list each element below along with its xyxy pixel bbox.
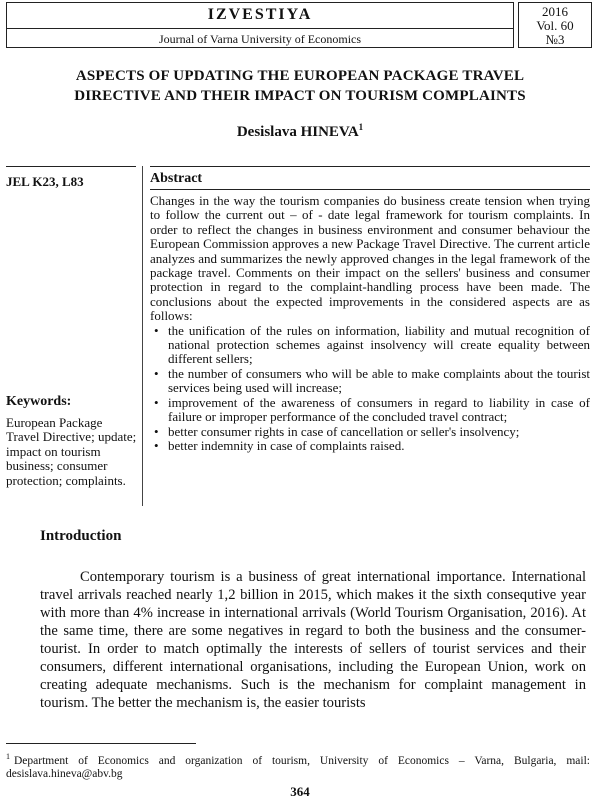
journal-header bbox=[6, 2, 592, 50]
abstract-bullet-text: the unification of the rules on information, liability and mutual recognition of national protection schemes against insolvency will create equality between different sellers; bbox=[168, 322, 590, 367]
footnote-rule bbox=[6, 743, 196, 744]
bullet-icon: • bbox=[154, 437, 159, 453]
bullet-icon: • bbox=[154, 423, 159, 439]
keywords-heading: Keywords: bbox=[6, 394, 72, 409]
abstract-bullet-text: better consumer rights in case of cancellation or seller's insolvency; bbox=[168, 423, 520, 439]
abstract-heading-rule bbox=[150, 189, 590, 190]
introduction-heading: Introduction bbox=[40, 528, 122, 544]
header-divider bbox=[7, 28, 513, 29]
issue-info-box bbox=[518, 2, 592, 48]
author-name bbox=[0, 122, 600, 141]
journal-title-box bbox=[6, 2, 514, 48]
abstract-bullet bbox=[150, 439, 590, 453]
author-name-text: Desislava HINEVA bbox=[236, 124, 359, 140]
jel-codes: JEL K23, L83 bbox=[6, 174, 84, 189]
introduction-paragraph: Contemporary tourism is a business of great international importance. International travel arrivals reached nearly 1,2 billion in 2015, which makes it the sixth consequtive year with more than 4% increase in international arrivals (World Tourism Organisation, 2016). At the same time, there are some negatives in regard to both the business and the consumer- tourist. In order to match optimally the interests of sellers of tourist services and their consumers, different international organisations, including the European Union, work on creating adequate mechanisms. Such is the mechanism for complaint management in tourism. The better the mechanism is, the easier tourists bbox=[40, 569, 586, 711]
issue-volume: Vol. 60 bbox=[536, 18, 574, 33]
journal-name: IZVESTIYA bbox=[207, 6, 313, 23]
paper-title bbox=[20, 66, 580, 106]
bullet-icon: • bbox=[154, 322, 159, 338]
paper-title-line: DIRECTIVE AND THEIR IMPACT ON TOURISM COMPLAINTS bbox=[74, 88, 526, 104]
keywords-text: European Package Travel Directive; update; impact on tourism business; consumer protection; complaints. bbox=[6, 415, 137, 488]
footnote bbox=[6, 750, 590, 781]
abstract-bullet bbox=[150, 324, 590, 367]
abstract-bullet bbox=[150, 425, 590, 439]
journal-subtitle: Journal of Varna University of Economics bbox=[158, 32, 362, 46]
paper-title-line: ASPECTS OF UPDATING THE EUROPEAN PACKAGE TRAVEL bbox=[75, 68, 525, 84]
abstract-bullet bbox=[150, 396, 590, 425]
author-footnote-mark: 1 bbox=[358, 122, 364, 132]
abstract-paragraph: Changes in the way the tourism companies do business create tension when trying to follow the current out – of - date legal framework for tourism complaints. In order to reflect the changes in business environment and consumer behaviour the European Commission approves a new Package Travel Directive. The current article analyzes and summarizes the newly approved changes in the legal framework of the package travel. Comments on their impact on the sellers' business and consumer protection in regard to the complaint-handling process have been made. The conclusions about the expected improvements in the considered aspects are as follows: bbox=[150, 193, 590, 324]
issue-year: 2016 bbox=[542, 4, 568, 19]
abstract-bullet-list bbox=[150, 324, 590, 454]
footnote-text: Department of Economics and organization of tourism, University of Economics – Varna, Bulgaria, mail: desislava.hineva@abv.bg bbox=[6, 754, 590, 780]
abstract-heading: Abstract bbox=[150, 171, 203, 186]
left-column-rule bbox=[6, 166, 136, 167]
issue-number: №3 bbox=[545, 32, 565, 47]
footnote-mark: 1 bbox=[6, 752, 10, 761]
abstract-body bbox=[150, 194, 590, 453]
abstract-bullet bbox=[150, 367, 590, 396]
column-divider bbox=[142, 166, 143, 506]
abstract-bullet-text: better indemnity in case of complaints raised. bbox=[168, 437, 405, 453]
right-column-rule bbox=[150, 166, 590, 167]
page-number: 364 bbox=[290, 784, 310, 799]
abstract-bullet-text: improvement of the awareness of consumers in regard to liability in case of failure or improper performance of the concluded travel contract; bbox=[168, 394, 590, 425]
abstract-bullet-text: the number of consumers who will be able to make complaints about the tourist services being used will increase; bbox=[168, 365, 590, 396]
bullet-icon: • bbox=[154, 365, 159, 381]
bullet-icon: • bbox=[154, 394, 159, 410]
